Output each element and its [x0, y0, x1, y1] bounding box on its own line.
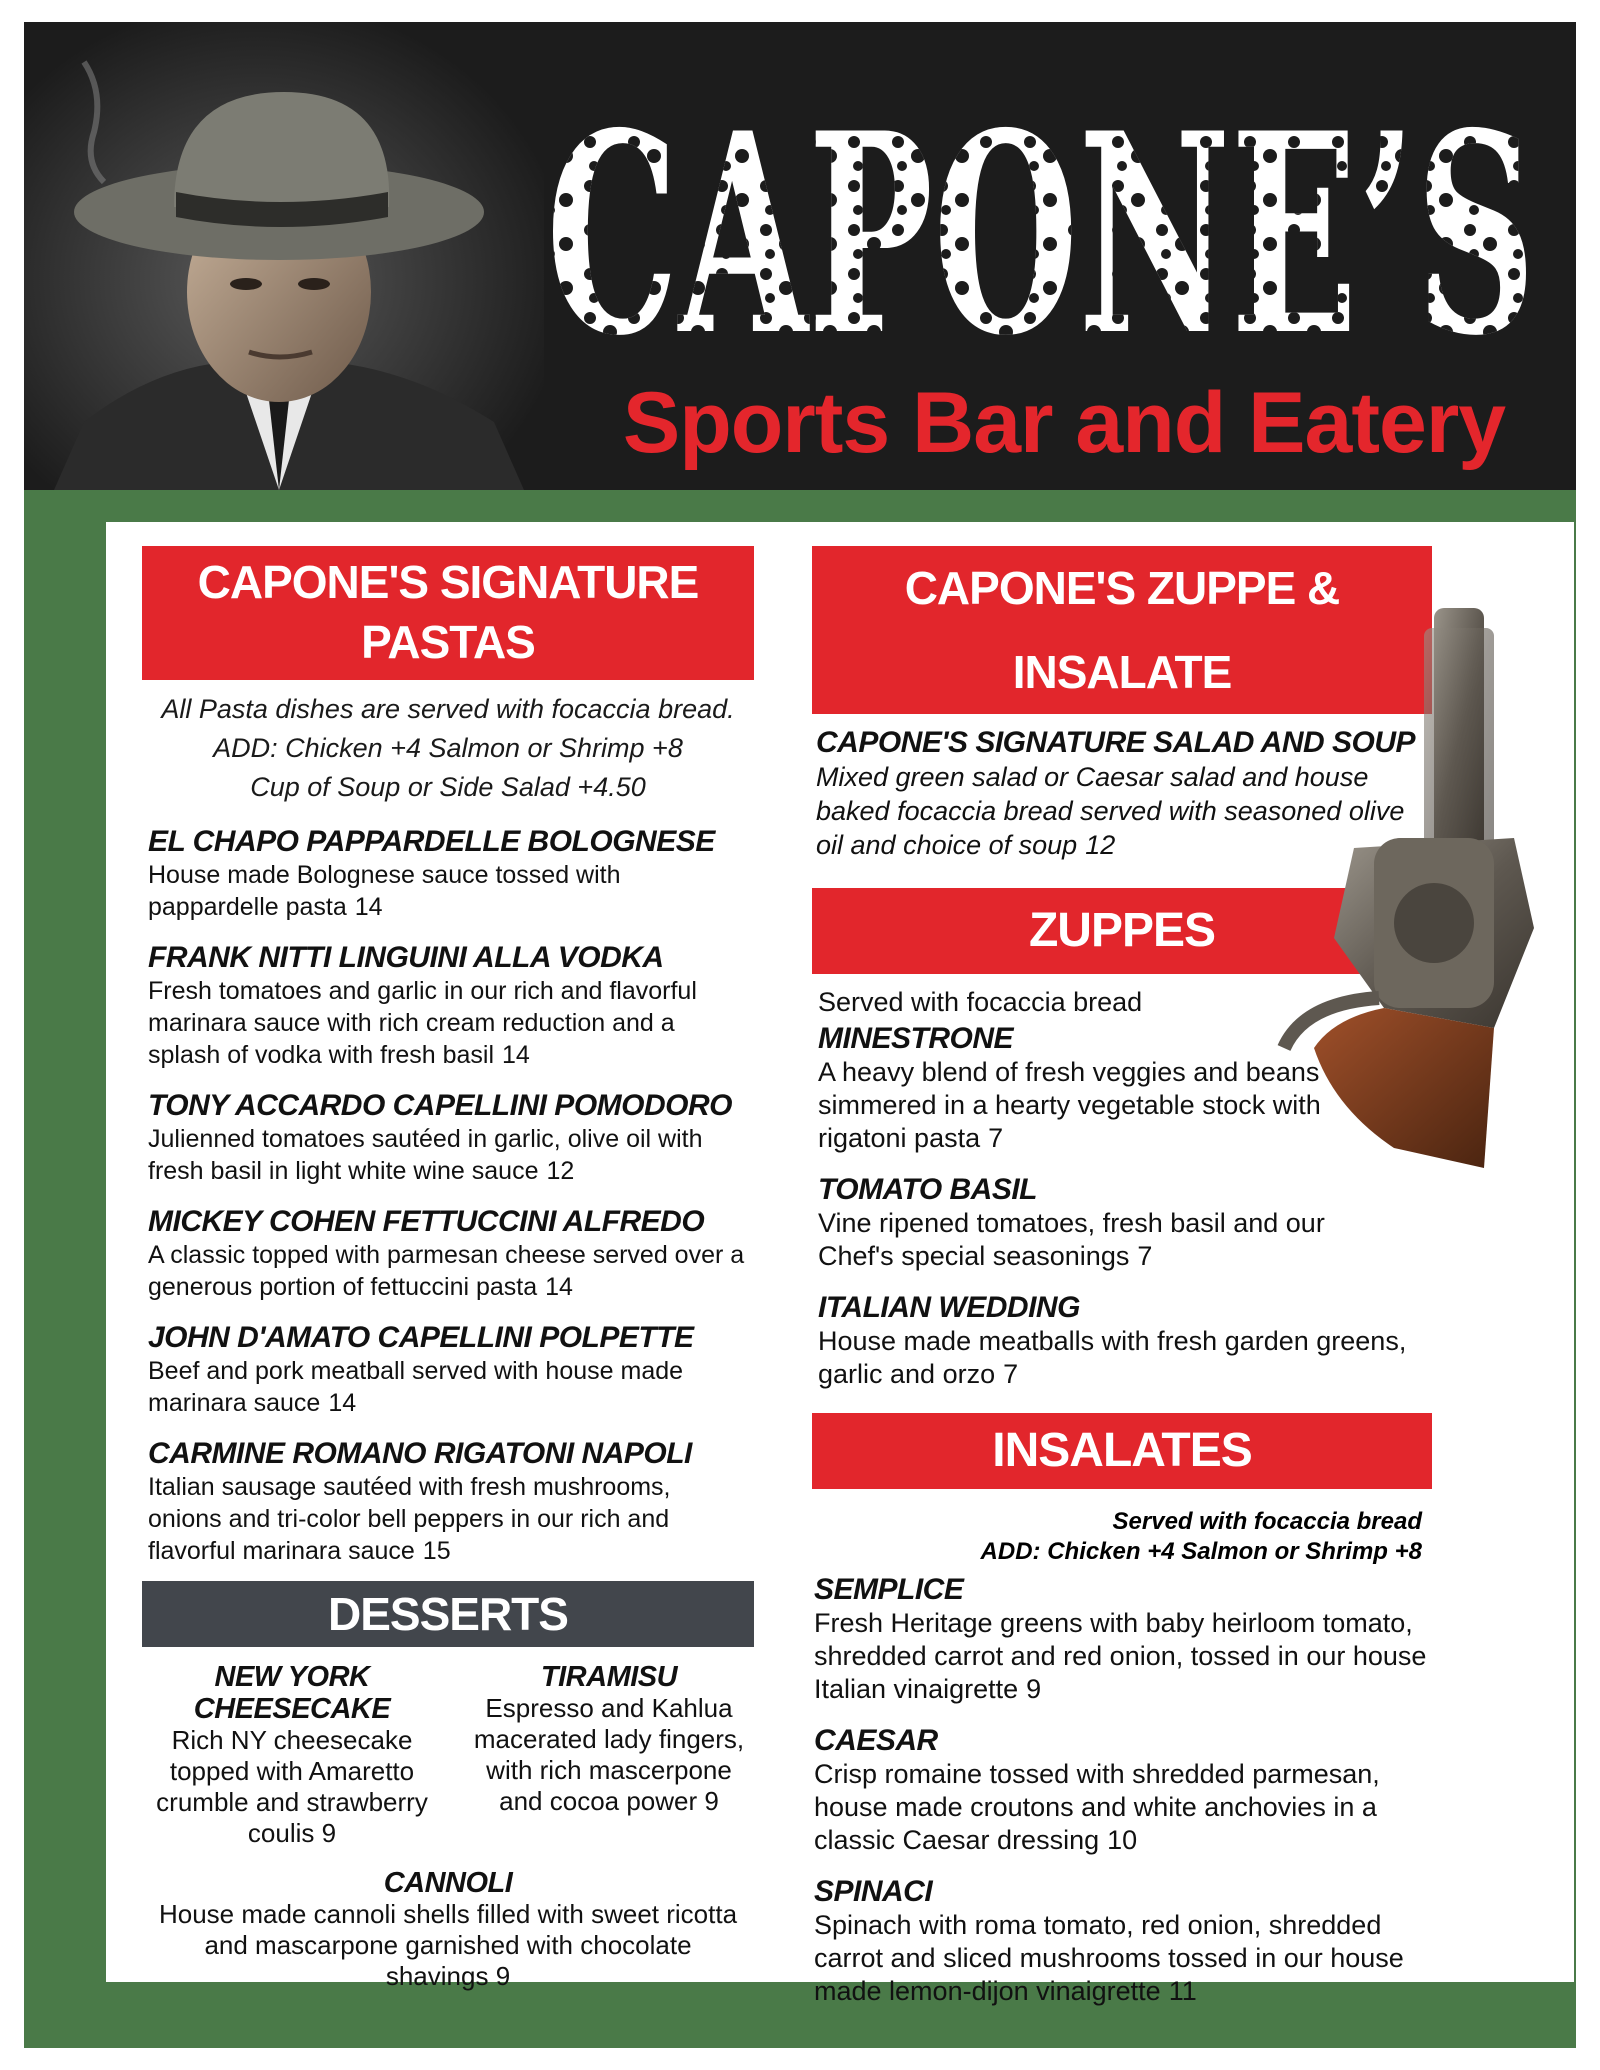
- item-desc-text: Spinach with roma tomato, red onion, shredded carrot and sliced mushrooms tossed in our house made lemon-dijon vinaigrette: [814, 1910, 1404, 2006]
- capones-logo: [536, 86, 1546, 346]
- item-price: 12: [1085, 830, 1116, 860]
- item-description: [148, 859, 748, 923]
- dessert-price: 9: [495, 1961, 511, 1991]
- item-price: 10: [1107, 1825, 1138, 1855]
- item-description: [814, 1909, 1432, 2008]
- pastas-note-line1: All Pasta dishes are served with focaccia bread.: [161, 694, 735, 724]
- item-desc-text: House made Bolognese sauce tossed with pappardelle pasta: [148, 861, 621, 921]
- item-name: SPINACI: [814, 1875, 933, 1908]
- menu-item: [814, 1875, 1432, 2008]
- pastas-note-line2: ADD: Chicken +4 Salmon or Shrimp +8: [213, 733, 683, 763]
- item-name: ITALIAN WEDDING: [818, 1291, 1080, 1324]
- insalates-banner: INSALATES: [812, 1413, 1432, 1489]
- dessert-name-line1: NEW YORK: [214, 1661, 370, 1693]
- item-desc-text: Beef and pork meatball served with house made marinara sauce: [148, 1357, 684, 1417]
- item-name: TONY ACCARDO CAPELLINI POMODORO: [148, 1089, 732, 1122]
- item-name: JOHN D'AMATO CAPELLINI POLPETTE: [148, 1321, 694, 1354]
- item-name: CAESAR: [814, 1724, 938, 1757]
- pastas-title-line1: CAPONE'S SIGNATURE: [197, 556, 699, 608]
- item-desc-text: House made meatballs with fresh garden greens, garlic and orzo: [818, 1326, 1407, 1389]
- insalates-note: [812, 1507, 1432, 1567]
- item-desc-text: Vine ripened tomatoes, fresh basil and our Chef's special seasonings: [818, 1208, 1325, 1271]
- zuppe-insalate-banner: CAPONE'S ZUPPE & INSALATE: [812, 546, 1432, 714]
- item-description: [818, 1056, 1328, 1155]
- item-description: [148, 1355, 748, 1419]
- item-name: CARMINE ROMANO RIGATONI NAPOLI: [148, 1437, 692, 1470]
- pastas-list: [142, 825, 754, 1567]
- menu-item: [148, 941, 748, 1071]
- item-description: [818, 1207, 1328, 1273]
- dessert-description: [464, 1693, 754, 1817]
- left-column: [142, 522, 754, 1991]
- item-price: 14: [502, 1041, 530, 1069]
- item-name: TOMATO BASIL: [818, 1173, 1037, 1206]
- dessert-item: [464, 1661, 754, 1849]
- zuppes-banner: ZUPPES: [812, 888, 1432, 974]
- zuppes-note: Served with focaccia bread: [818, 987, 1143, 1017]
- item-desc-text: A classic topped with parmesan cheese served over a generous portion of fettuccini pasta: [148, 1241, 745, 1301]
- dessert-desc-text: Espresso and Kahlua macerated lady fingers, with rich mascerpone and cocoa power: [473, 1693, 745, 1816]
- signature-item: [812, 726, 1426, 862]
- menu-item: [148, 1437, 748, 1567]
- right-column: [812, 522, 1432, 2006]
- dessert-price: 9: [321, 1818, 337, 1848]
- menu-item: [818, 1173, 1328, 1273]
- item-price: 14: [545, 1273, 573, 1301]
- item-desc-text: A heavy blend of fresh veggies and beans simmered in a hearty vegetable stock with rigatoni pasta: [818, 1057, 1321, 1153]
- item-price: 7: [988, 1123, 1004, 1153]
- menu-item: [148, 1089, 748, 1187]
- item-name: EL CHAPO PAPPARDELLE BOLOGNESE: [148, 825, 715, 858]
- item-name: MINESTRONE: [818, 1022, 1014, 1055]
- item-description: [148, 1239, 748, 1303]
- item-desc-text: Fresh tomatoes and garlic in our rich and flavorful marinara sauce with rich cream reduction and a splash of vodka with fresh basil: [148, 977, 697, 1069]
- item-description: [148, 1123, 748, 1187]
- header: [24, 22, 1576, 490]
- item-desc-text: Crisp romaine tossed with shredded parmesan, house made croutons and white anchovies in a classic Caesar dressing: [814, 1759, 1380, 1855]
- svg-text:CAPONE’S: CAPONE’S: [546, 86, 1536, 346]
- item-description: [814, 1607, 1432, 1706]
- item-price: 11: [1168, 1976, 1197, 2006]
- tagline: Sports Bar and Eatery: [622, 375, 1506, 471]
- gangster-portrait-image: [24, 22, 544, 490]
- menu-item: [814, 1724, 1432, 1857]
- insalates-note-line1: Served with focaccia bread: [1112, 1508, 1422, 1535]
- insalates-note-line2: ADD: Chicken +4 Salmon or Shrimp +8: [980, 1538, 1422, 1565]
- item-name: CAPONE'S SIGNATURE SALAD AND SOUP: [816, 726, 1416, 759]
- item-description: [814, 1758, 1432, 1857]
- pastas-note: [142, 690, 754, 807]
- dessert-item: [142, 1867, 754, 1992]
- pastas-banner: [142, 546, 754, 680]
- svg-text:CAPONE’S: CAPONE’S: [546, 86, 1536, 346]
- zuppes-list: [812, 986, 1407, 1391]
- item-price: 14: [328, 1389, 357, 1417]
- dessert-description: [142, 1725, 442, 1849]
- item-price: 12: [546, 1157, 575, 1185]
- pastas-title-line2: PASTAS: [361, 616, 535, 668]
- item-price: 15: [422, 1537, 451, 1565]
- menu-item: [148, 1205, 748, 1303]
- dessert-item: [142, 1661, 442, 1849]
- insalates-list: [812, 1573, 1432, 2008]
- item-desc-text: Italian sausage sautéed with fresh mushrooms, onions and tri-color bell peppers in our rich and flavorful marinara sauce: [148, 1473, 671, 1565]
- item-description: [816, 760, 1426, 862]
- dessert-price: 9: [704, 1786, 719, 1816]
- pastas-note-line3: Cup of Soup or Side Salad +4.50: [250, 772, 646, 802]
- menu-item: [818, 1022, 1328, 1155]
- item-price: 9: [1026, 1674, 1042, 1704]
- menu-panel: [106, 522, 1574, 2006]
- item-desc-text: Julienned tomatoes sautéed in garlic, olive oil with fresh basil in light white wine sauce: [148, 1125, 703, 1185]
- item-price: 14: [354, 893, 383, 921]
- desserts-banner: DESSERTS: [142, 1581, 754, 1647]
- item-description: [818, 1325, 1418, 1391]
- item-price: 7: [1003, 1359, 1019, 1389]
- menu-item: [818, 1291, 1418, 1391]
- dessert-name-line2: CHEESECAKE: [193, 1693, 391, 1725]
- dessert-description: [152, 1899, 744, 1992]
- dessert-desc-text: House made cannoli shells filled with sweet ricotta and mascarpone garnished with chocolate shavings: [158, 1899, 738, 1991]
- item-description: [148, 1471, 748, 1567]
- item-name: FRANK NITTI LINGUINI ALLA VODKA: [148, 941, 664, 974]
- menu-item: [814, 1573, 1432, 1706]
- dessert-name-line1: CANNOLI: [383, 1867, 513, 1899]
- dessert-desc-text: Rich NY cheesecake topped with Amaretto crumble and strawberry coulis: [156, 1725, 428, 1848]
- item-description: [148, 975, 748, 1071]
- item-price: 7: [1137, 1241, 1153, 1271]
- menu-item: [148, 1321, 748, 1419]
- item-desc-text: Mixed green salad or Caesar salad and house baked focaccia bread served with seasoned olive oil and choice of soup: [816, 762, 1405, 860]
- dessert-name-line1: TIRAMISU: [540, 1661, 678, 1693]
- item-desc-text: Fresh Heritage greens with baby heirloom tomato, shredded carrot and red onion, tossed in our house Italian vinaigrette: [814, 1608, 1427, 1704]
- item-name: MICKEY COHEN FETTUCCINI ALFREDO: [148, 1205, 705, 1238]
- desserts-row: [142, 1661, 754, 1849]
- item-name: SEMPLICE: [814, 1573, 964, 1606]
- menu-item: [148, 825, 748, 923]
